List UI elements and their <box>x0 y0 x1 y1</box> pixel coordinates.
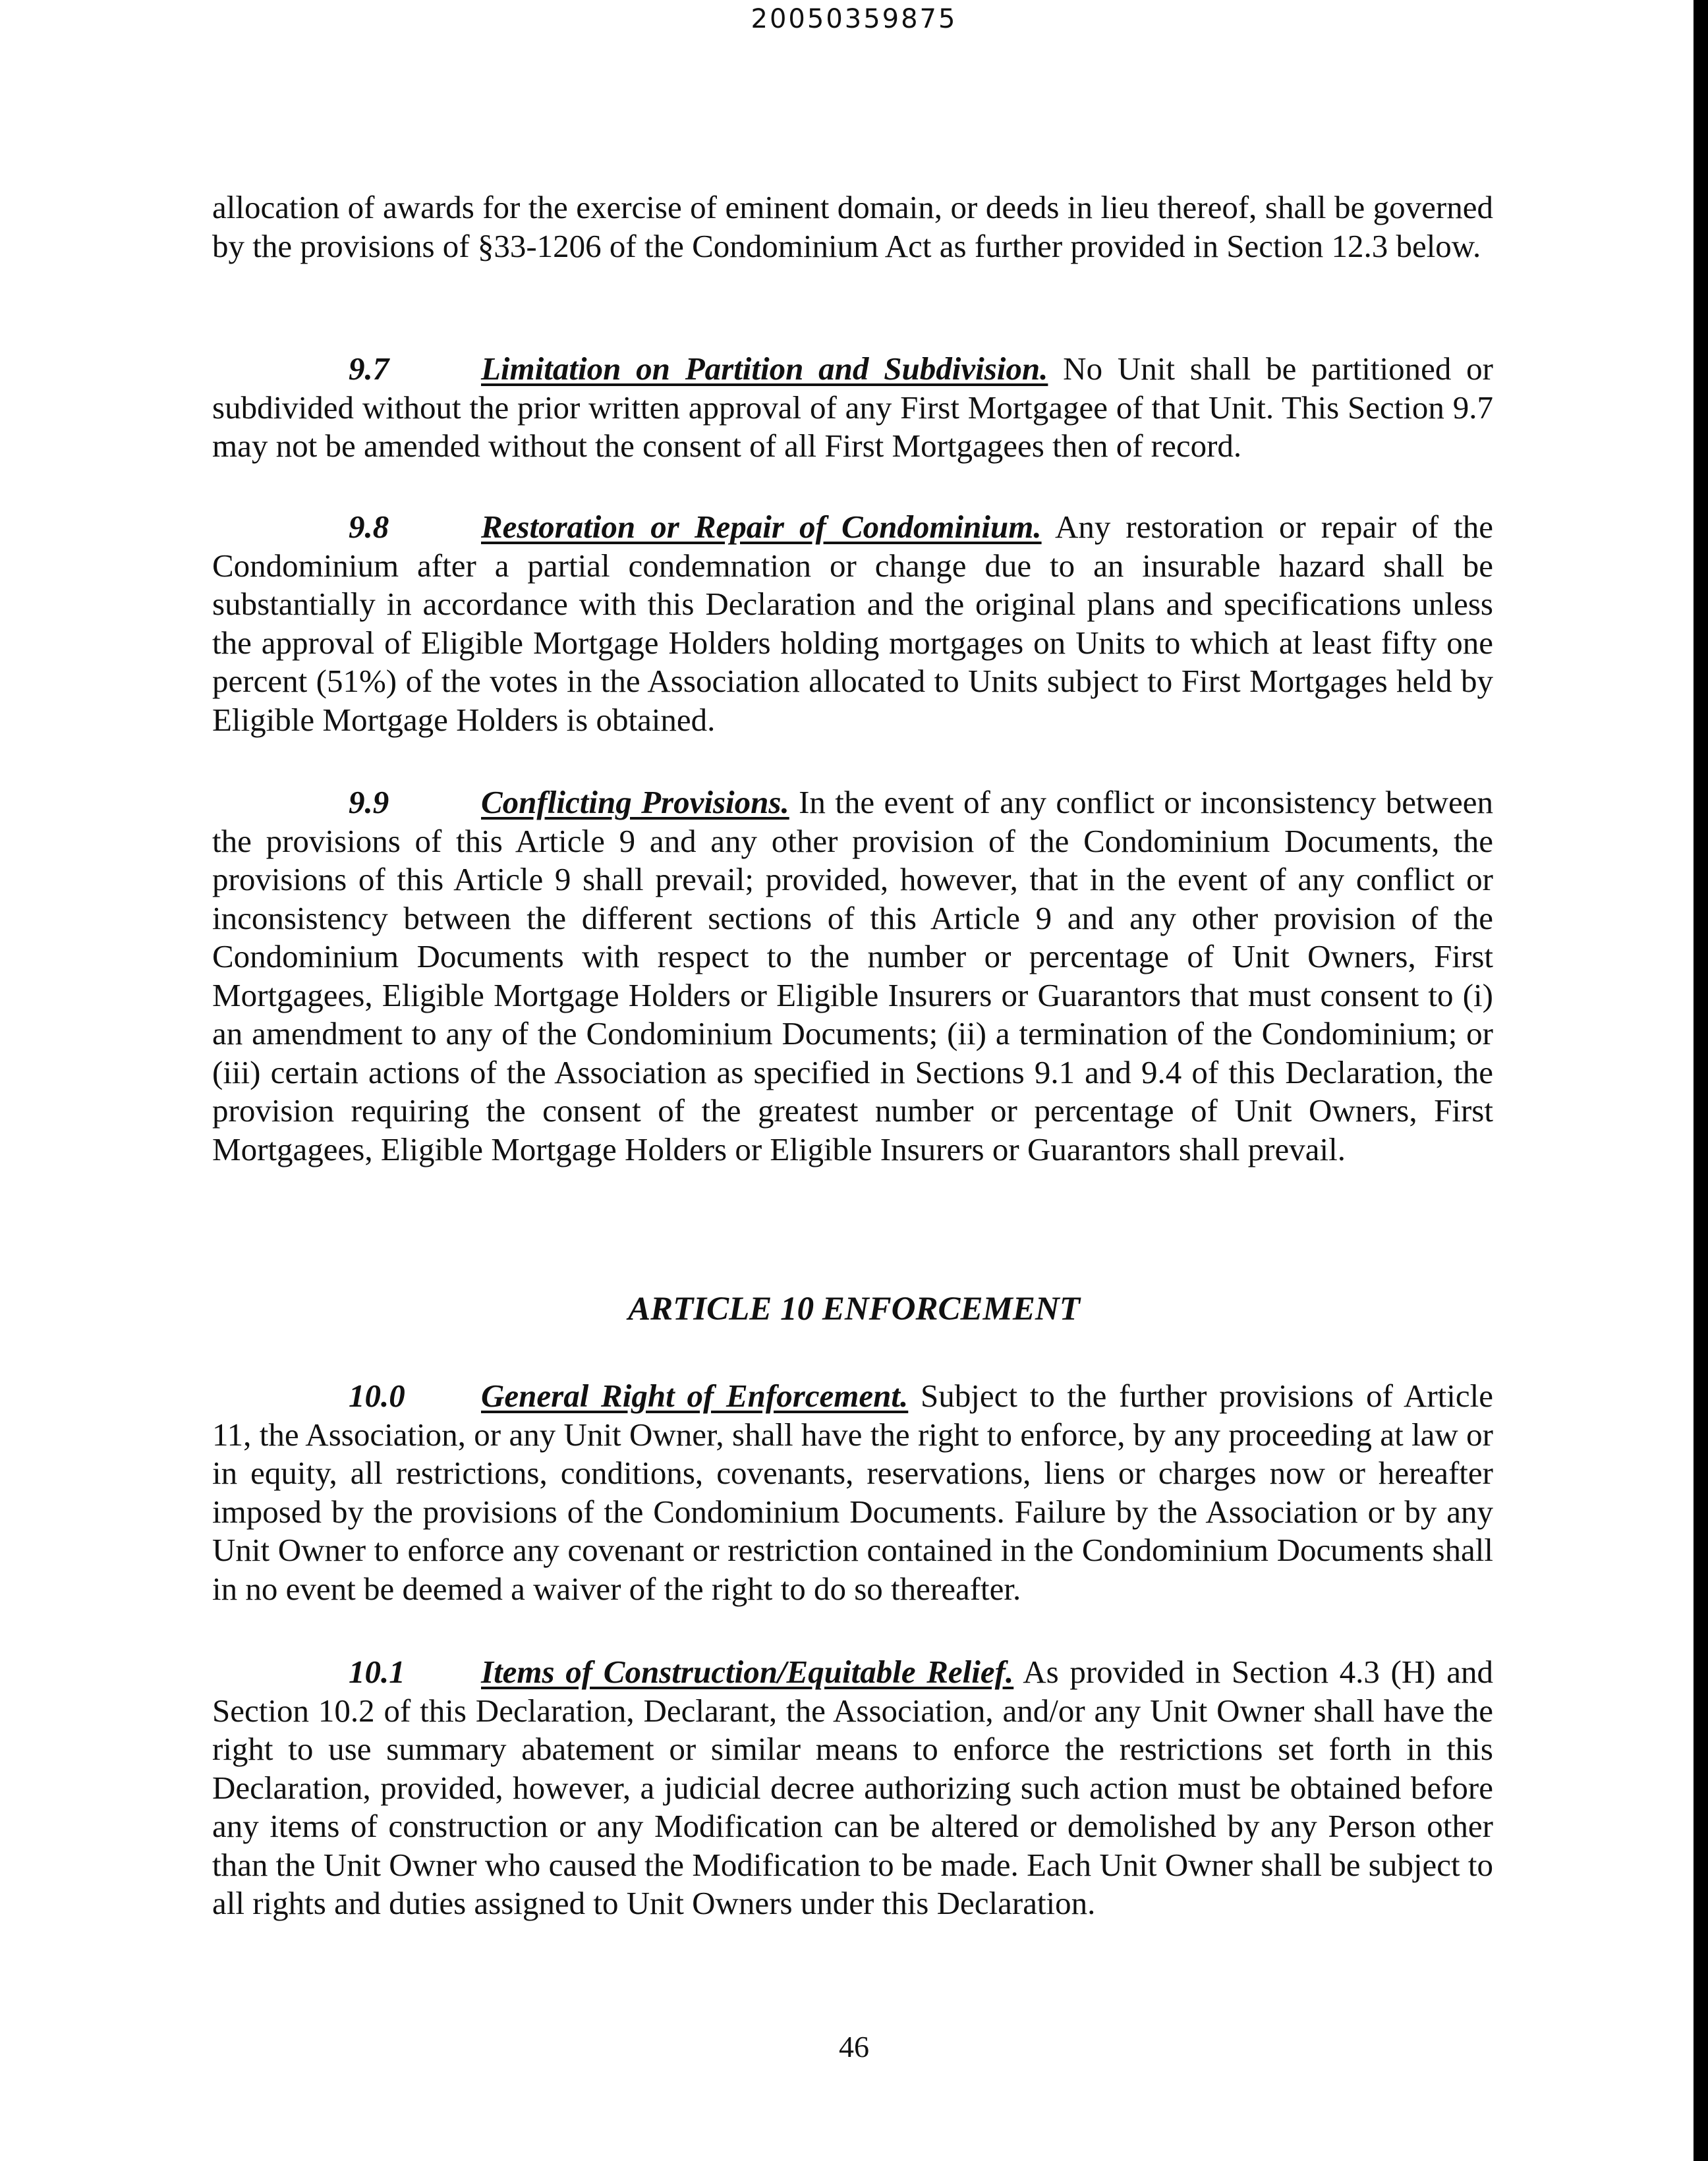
section-text: No Unit shall be partitioned or subdivided without the prior written approval of any First Mortgagee of that Unit. This Section 9.7 may not be amended without the consent of all First Mortgagees then of record. <box>212 351 1493 464</box>
section-number: 10.0 <box>349 1378 405 1414</box>
page-number: 46 <box>839 2030 869 2063</box>
paragraph-text: allocation of awards for the exercise of eminent domain, or deeds in lieu thereof, shall be governed by the provisions of §33-1206 of the Condominium Act as further provided in Section 12.3 below. <box>212 189 1493 264</box>
section-title: Restoration or Repair of Condominium. <box>481 509 1042 545</box>
section-number: 9.7 <box>349 351 389 387</box>
record-number: 20050359875 <box>751 4 957 34</box>
section-number: 9.8 <box>349 509 389 545</box>
section-9-9 <box>212 783 1493 1169</box>
section-title: General Right of Enforcement. <box>481 1378 909 1414</box>
section-number: 9.9 <box>349 784 389 820</box>
section-text: In the event of any conflict or inconsistency between the provisions of this Article 9 and any other provision of the Condominium Documents, the provisions of this Article 9 shall prevail; provided, however, that in the event of any conflict or inconsistency between the different sections of this Article 9 and any other provision of the Condominium Documents with respect to the number or percentage of Unit Owners, First Mortgagees, Eligible Mortgage Holders or Eligible Insurers or Guarantors that must consent to (i) an amendment to any of the Condominium Documents; (ii) a termination of the Condominium; or (iii) certain actions of the Association as specified in Sections 9.1 and 9.4 of this Declaration, the provision requiring the consent of the greatest number or percentage of Unit Owners, First Mortgagees, Eligible Mortgage Holders or Eligible Insurers or Guarantors shall prevail. <box>212 784 1493 1167</box>
section-title: Conflicting Provisions. <box>481 784 789 820</box>
section-9-8 <box>212 508 1493 739</box>
article-heading: ARTICLE 10 ENFORCEMENT <box>628 1291 1080 1328</box>
section-10-1 <box>212 1653 1493 1923</box>
section-title: Items of Construction/Equitable Relief. <box>481 1654 1014 1690</box>
section-title: Limitation on Partition and Subdivision. <box>481 351 1048 387</box>
section-text: Any restoration or repair of the Condominium after a partial condemnation or change due to an insurable hazard shall be substantially in accordance with this Declaration and the original plans and specifications unless the approval of Eligible Mortgage Holders holding mortgages on Units to which at least fifty one percent (51%) of the votes in the Association allocated to Units subject to First Mortgages held by Eligible Mortgage Holders is obtained. <box>212 509 1493 738</box>
section-10-0 <box>212 1377 1493 1608</box>
section-9-7 <box>212 350 1493 466</box>
scan-edge <box>1694 0 1708 2161</box>
section-text: Subject to the further provisions of Article 11, the Association, or any Unit Owner, shall have the right to enforce, by any proceeding at law or in equity, all restrictions, conditions, covenants, reservations, liens or charges now or hereafter imposed by the provisions of the Condominium Documents. Failure by the Association or by any Unit Owner to enforce any covenant or restriction contained in the Condominium Documents shall in no event be deemed a waiver of the right to do so thereafter. <box>212 1378 1493 1607</box>
section-text: As provided in Section 4.3 (H) and Section 10.2 of this Declaration, Declarant, the Association, and/or any Unit Owner shall have the right to use summary abatement or similar means to enforce the restrictions set forth in this Declaration, provided, however, a judicial decree authorizing such action must be obtained before any items of construction or any Modification can be altered or demolished by any Person other than the Unit Owner who caused the Modification to be made. Each Unit Owner shall be subject to all rights and duties assigned to Unit Owners under this Declaration. <box>212 1654 1493 1921</box>
section-number: 10.1 <box>349 1654 405 1690</box>
paragraph-continuation <box>212 188 1493 266</box>
